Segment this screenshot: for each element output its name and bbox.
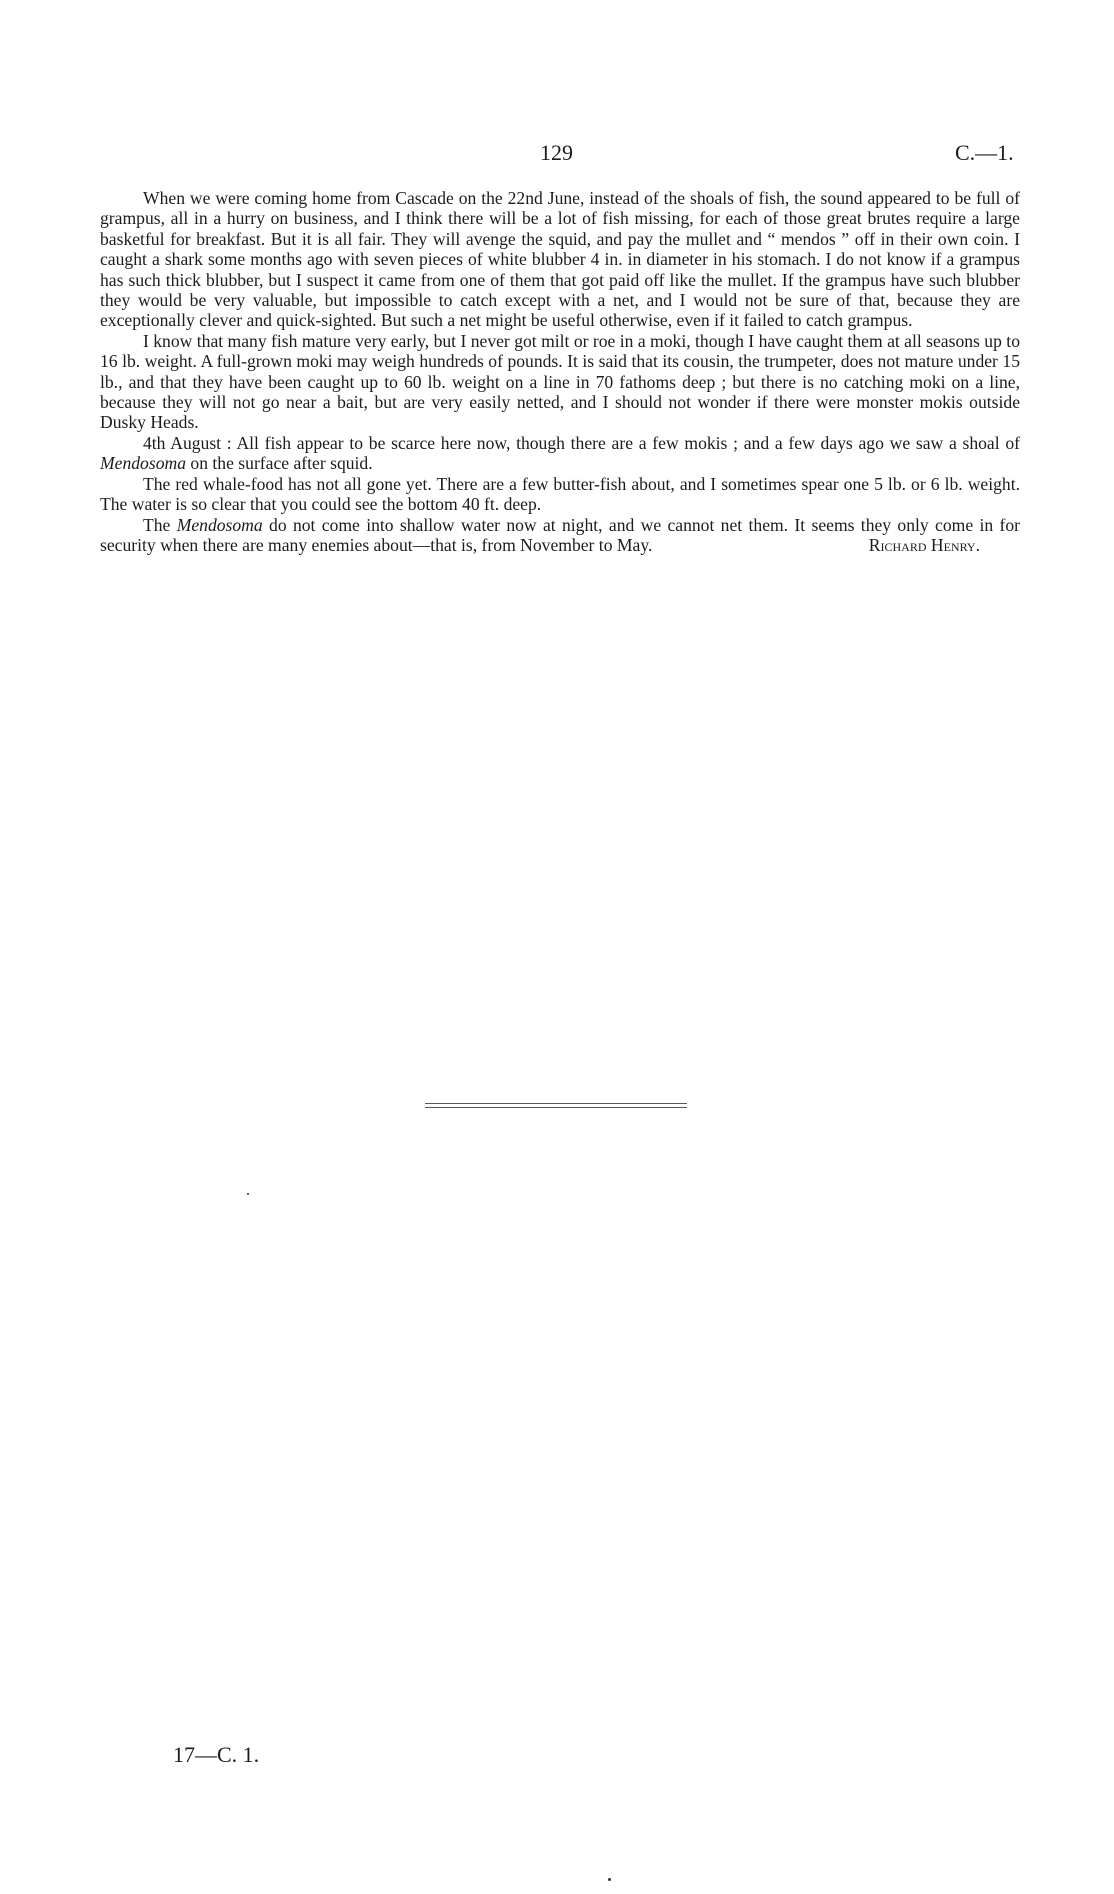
paragraph-mendosoma: The Mendosoma do not come into shallow water now at night, and we cannot net them. It seems they only come in for security when there are many enemies about—that is, from November to May. Richard Henry. [100, 514, 1020, 555]
species-name: Mendosoma [176, 514, 263, 535]
print-speck [608, 1878, 611, 1881]
paragraph-moki: I know that many fish mature very early, but I never got milt or roe in a moki, though I have caught them at all seasons up to 16 lb. weight. A full-grown moki may weigh hundreds of pounds. It is said that its cousin, the trumpeter, does not mature under 15 lb., and that they have been caught up to 60 lb. weight on a line in 70 fathoms deep ; but there is no catching moki on a line, because they will not go near a bait, but are very easily netted, and I should not wonder if there were monster mokis outside Dusky Heads. [100, 330, 1020, 433]
printer-signature-mark: 17—C. 1. [173, 1742, 260, 1767]
section-divider [425, 1107, 687, 1108]
paragraph-fourth-august: 4th August : All fish appear to be scarce here now, though there are a few mokis ; and a few days ago we saw a shoal of Mendosoma on the surface after squid. [100, 432, 1020, 474]
section-divider [425, 1103, 687, 1104]
species-name: Mendosoma [100, 453, 187, 474]
document-reference: C.—1. [955, 140, 1014, 165]
print-speck [247, 1193, 249, 1195]
page-number: 129 [540, 140, 573, 165]
author-signature: Richard Henry. [868, 534, 980, 555]
letter-body [100, 188, 1020, 555]
paragraph-whale-food: The red whale-food has not all gone yet. There are a few butter-fish about, and I sometimes spear one 5 lb. or 6 lb. weight. The water is so clear that you could see the bottom 40 ft. deep. [100, 473, 1020, 515]
paragraph-grampus: When we were coming home from Cascade on the 22nd June, instead of the shoals of fish, the sound appeared to be full of grampus, all in a hurry on business, and I think there will be a lot of fish missing, for each of those great brutes require a large basketful for breakfast. But it is all fair. They will avenge the squid, and pay the mullet and “ mendos ” off in their own coin. I caught a shark some months ago with seven pieces of white blubber 4 in. in diameter in his stomach. I do not know if a grampus has such thick blubber, but I suspect it came from one of them that got paid off like the mullet. If the grampus have such blubber they would be very valuable, but impossible to catch except with a net, and I would not be sure of that, because they are exceptionally clever and quick-sighted. But such a net might be useful otherwise, even if it failed to catch grampus. [100, 188, 1020, 331]
